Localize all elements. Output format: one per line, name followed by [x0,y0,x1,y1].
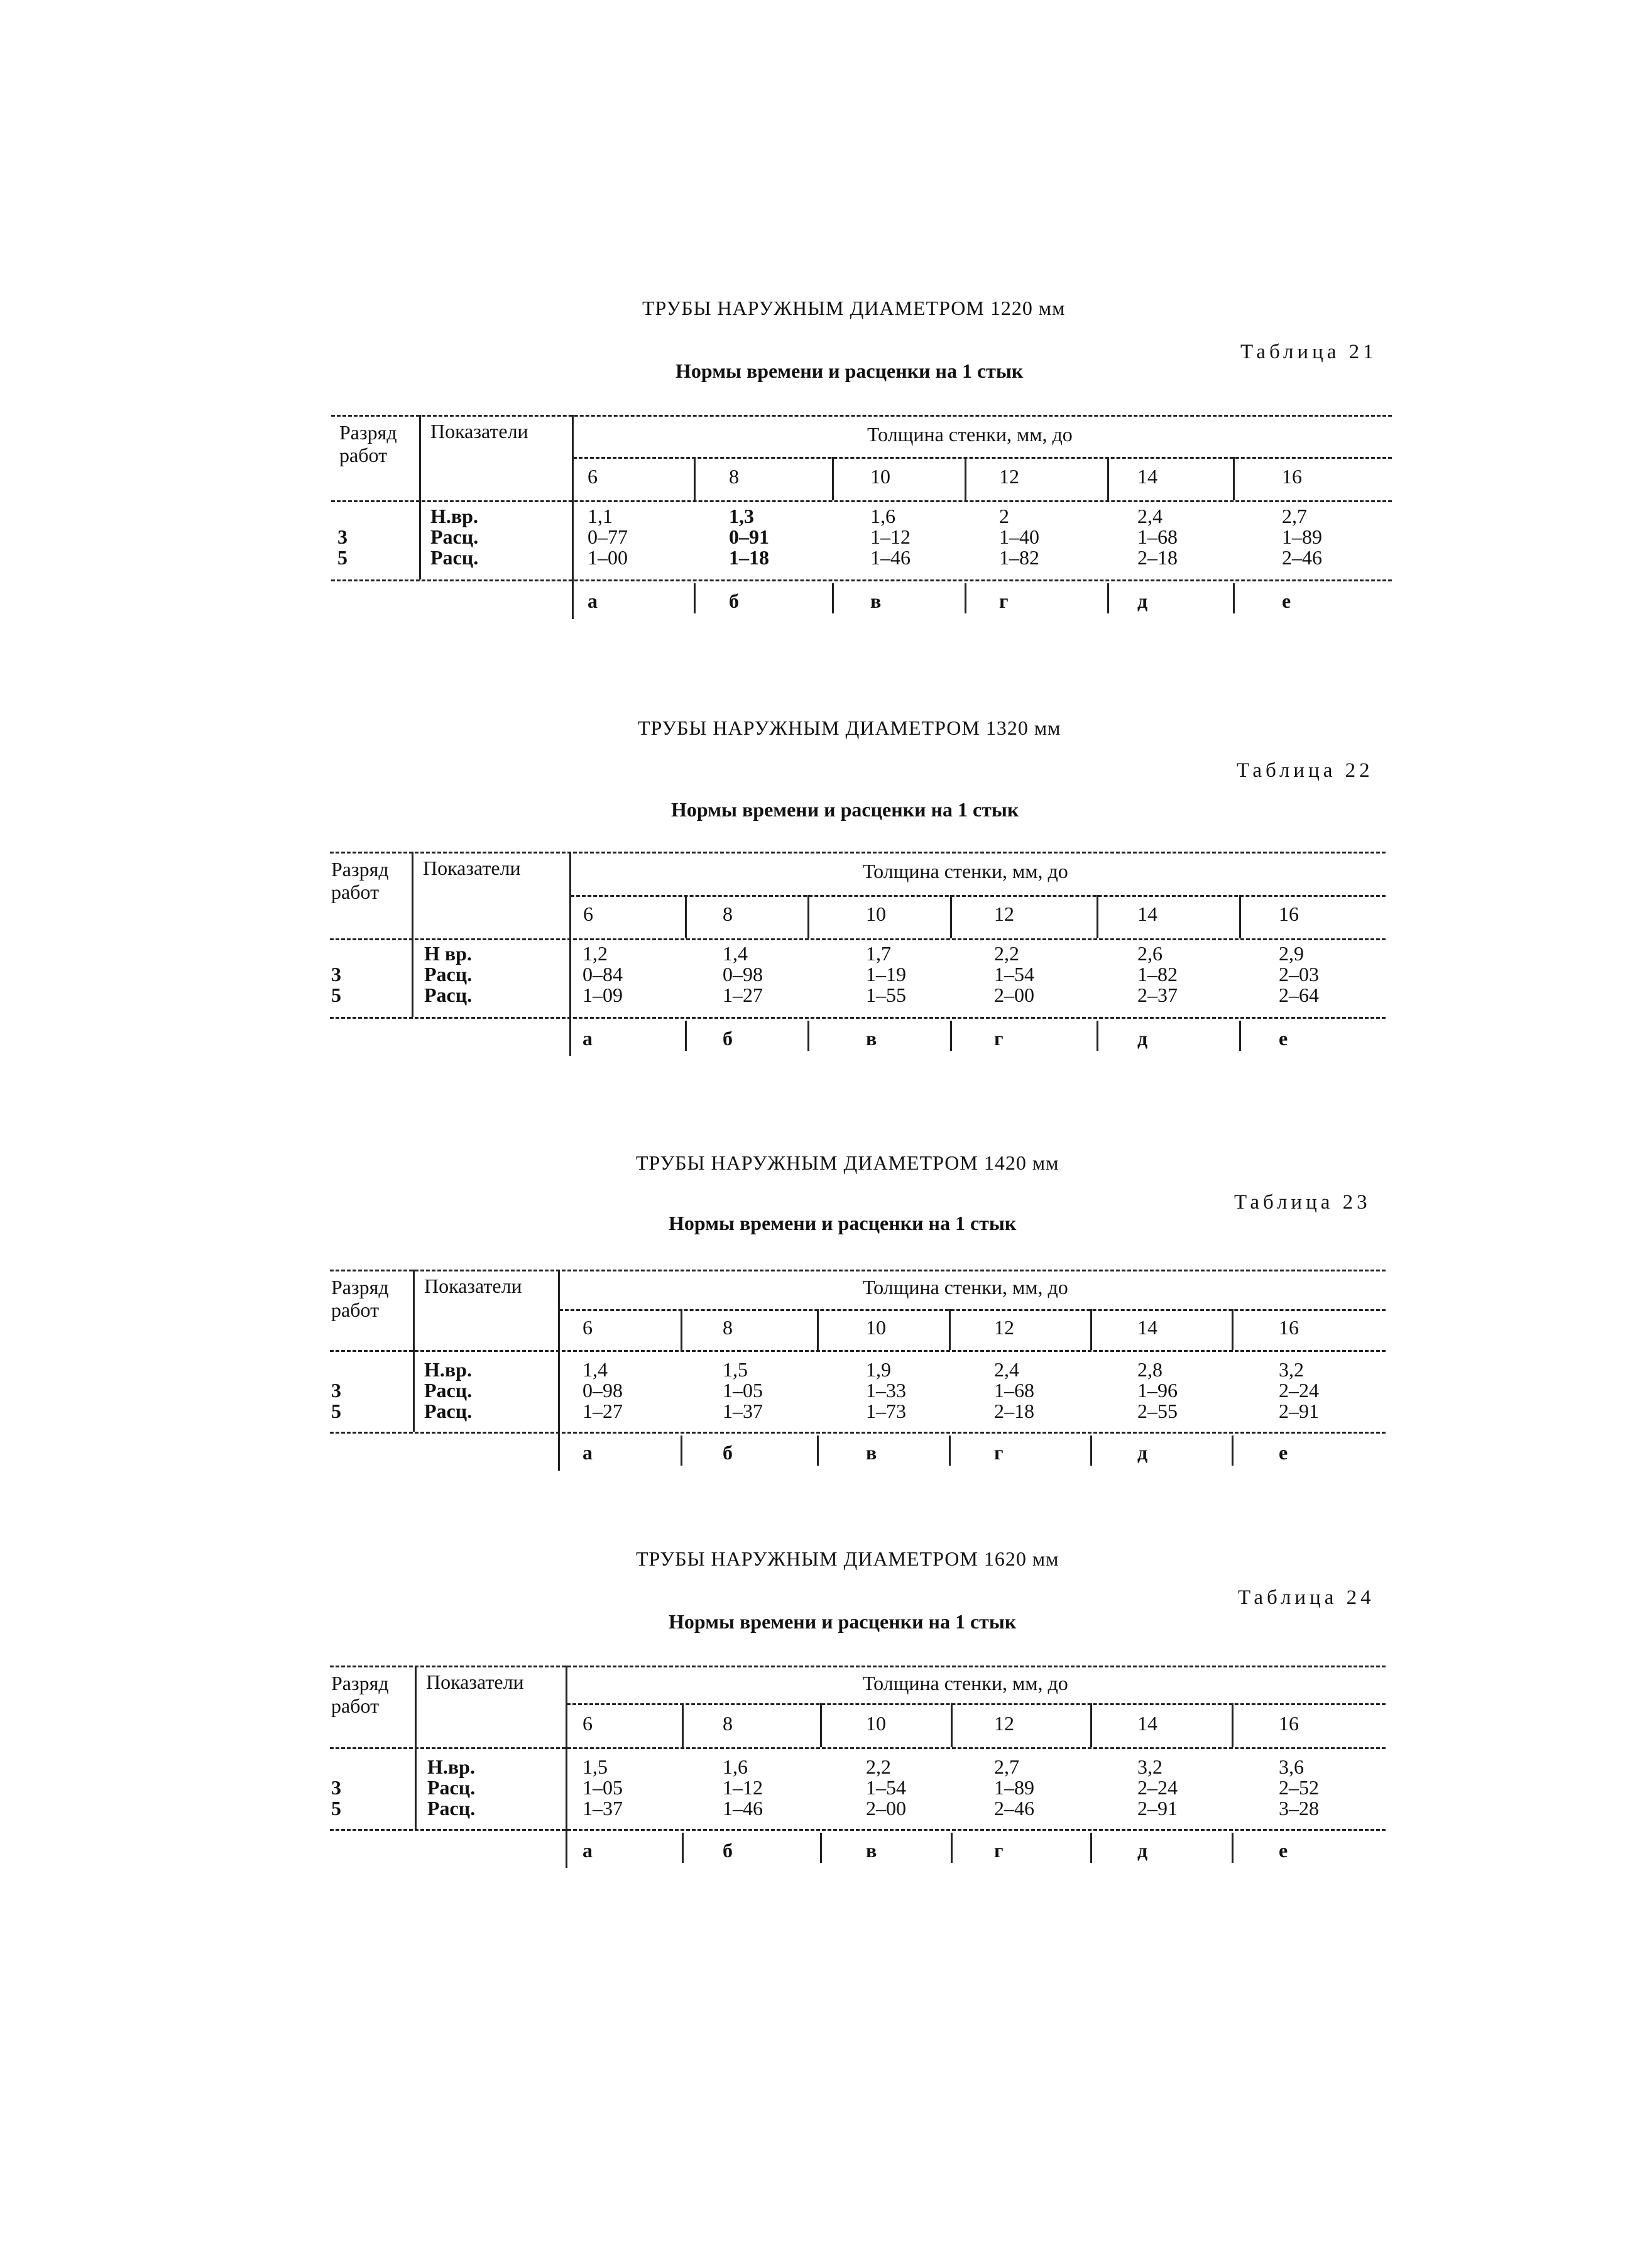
value-rate-5: 2–55 [1137,1400,1178,1422]
value-rate-3: 0–84 [583,963,623,985]
value-rate-3: 1–89 [994,1776,1034,1799]
column-letter-a: а [588,590,598,612]
column-divider [1090,1435,1092,1466]
column-divider [820,1703,822,1747]
indicator-norm-time: Н вр. [424,942,472,965]
value-rate-5: 1–46 [870,546,911,569]
value-norm-time: 1,5 [723,1358,748,1381]
grade-5: 5 [337,546,347,569]
value-rate-5: 1–00 [588,546,628,569]
thickness-12: 12 [994,1316,1014,1339]
values-col-16 [1279,1359,1319,1422]
value-rate-5: 1–55 [866,984,906,1006]
column-divider [817,1309,819,1350]
header-tolshchina: Толщина стенки, мм, до [863,1672,1068,1694]
header-rule [567,1703,1386,1705]
thickness-10: 10 [866,1316,886,1339]
grade-column [337,527,347,568]
grade-3: 3 [331,1379,341,1402]
indicator-column [424,943,472,1006]
thickness-8: 8 [723,903,733,925]
value-rate-3: 1–68 [994,1379,1034,1402]
value-rate-3: 2–03 [1279,963,1319,985]
indicator-norm-time: Н.вр. [424,1358,472,1381]
header-rule [559,1309,1386,1311]
indicator-column [427,1757,475,1819]
column-letter-a: а [583,1839,593,1862]
column-divider [950,1021,952,1051]
value-rate-3: 1–12 [870,525,911,548]
value-rate-5: 2–37 [1137,984,1178,1006]
column-letter-v: в [866,1027,877,1050]
value-rate-5: 2–91 [1137,1797,1178,1820]
value-norm-time: 1,1 [588,505,613,527]
value-rate-5: 3–28 [1279,1797,1319,1820]
value-rate-5: 2–64 [1279,984,1319,1006]
column-divider [694,583,696,613]
header-bottom-rule [331,500,1392,502]
section-heading: ТРУБЫ НАРУЖНЫМ ДИАМЕТРОМ 1420 мм [636,1151,1059,1174]
thickness-6: 6 [588,465,598,488]
values-col-6 [583,943,623,1006]
values-col-12 [999,506,1039,568]
thickness-12: 12 [994,1712,1014,1735]
value-rate-3: 1–05 [583,1776,623,1799]
value-rate-3: 1–54 [866,1776,906,1799]
value-norm-time: 2,4 [1137,505,1162,527]
indicator-norm-time: Н.вр. [427,1755,475,1778]
column-letter-d: д [1137,1839,1148,1862]
grade-column [331,1380,341,1422]
value-rate-3: 1–54 [994,963,1034,985]
thickness-12: 12 [999,465,1019,488]
thickness-6: 6 [583,1712,593,1735]
column-divider [1097,1021,1098,1051]
value-rate-3: 0–98 [583,1379,623,1402]
values-col-14 [1137,1757,1178,1819]
table-subtitle: Нормы времени и расценки на 1 стык [676,360,1024,382]
header-bottom-rule [330,1747,1386,1749]
value-rate-5: 1–82 [999,546,1039,569]
column-divider [566,1666,567,1868]
column-divider [951,1703,953,1747]
value-norm-time: 3,6 [1279,1755,1304,1778]
column-divider [950,895,952,938]
column-divider [965,583,966,613]
value-norm-time: 1,4 [583,1358,608,1381]
value-norm-time: 1,3 [729,505,754,527]
values-col-6 [583,1757,623,1819]
value-rate-5: 1–73 [866,1400,906,1422]
grade-3: 3 [331,963,341,985]
top-rule [331,415,1392,417]
value-rate-3: 1–05 [723,1379,763,1402]
thickness-6: 6 [583,1316,593,1339]
thickness-14: 14 [1137,465,1157,488]
value-norm-time: 2,8 [1137,1358,1162,1381]
values-col-8 [723,943,763,1006]
body-bottom-rule [330,1432,1386,1434]
table-subtitle: Нормы времени и расценки на 1 стык [669,1610,1017,1633]
header-razryad: Разряд работ [331,858,389,903]
header-bottom-rule [330,938,1386,940]
column-divider [820,1833,822,1863]
values-col-12 [994,943,1034,1006]
header-razryad: Разряд работ [331,1276,389,1321]
value-norm-time: 2,2 [994,942,1019,965]
value-rate-5: 2–00 [866,1797,906,1820]
values-col-6 [588,506,628,568]
table-number: Таблица 24 [1238,1586,1375,1609]
values-col-8 [723,1359,763,1422]
section-heading: ТРУБЫ НАРУЖНЫМ ДИАМЕТРОМ 1620 мм [636,1547,1059,1570]
value-norm-time: 2,6 [1137,942,1162,965]
value-norm-time: 1,6 [723,1755,748,1778]
value-rate-3: 2–24 [1137,1776,1178,1799]
value-rate-3: 1–33 [866,1379,906,1402]
column-divider [1090,1833,1092,1863]
value-norm-time: 1,2 [583,942,608,965]
column-divider [1107,583,1109,613]
value-norm-time: 3,2 [1137,1755,1162,1778]
value-norm-time: 2,9 [1279,942,1304,965]
value-rate-5: 1–18 [729,546,769,569]
value-rate-5: 1–09 [583,984,623,1006]
thickness-16: 16 [1279,903,1299,925]
column-divider [1239,895,1241,938]
value-rate-5: 2–00 [994,984,1034,1006]
column-divider [412,852,413,1017]
value-rate-3: 1–82 [1137,963,1178,985]
thickness-16: 16 [1279,1316,1299,1339]
indicator-rate-grade-5: Расц. [424,1400,473,1422]
value-rate-3: 2–24 [1279,1379,1319,1402]
value-rate-3: 1–89 [1282,525,1322,548]
table-number: Таблица 22 [1237,759,1374,782]
indicator-rate-grade-3: Расц. [424,1379,473,1402]
column-letter-a: а [583,1441,593,1464]
column-letter-e: е [1279,1027,1288,1050]
value-rate-3: 1–12 [723,1776,763,1799]
values-col-16 [1279,1757,1319,1819]
value-rate-5: 1–27 [723,984,763,1006]
column-divider [682,1703,684,1747]
indicator-column [424,1359,472,1422]
values-col-14 [1137,943,1178,1006]
values-col-12 [994,1757,1034,1819]
column-divider [1232,1309,1234,1350]
thickness-10: 10 [866,903,886,925]
column-divider [1107,457,1109,500]
column-divider [949,1309,951,1350]
top-rule [330,852,1386,854]
value-rate-3: 1–96 [1137,1379,1178,1402]
column-letter-b: б [723,1441,733,1464]
values-col-16 [1279,943,1319,1006]
thickness-14: 14 [1137,903,1157,925]
column-divider [415,1666,417,1829]
column-letter-a: а [583,1027,593,1050]
column-divider [817,1435,819,1466]
body-bottom-rule [330,1829,1386,1831]
header-tolshchina: Толщина стенки, мм, до [863,1276,1068,1298]
grade-5: 5 [331,1400,341,1422]
value-rate-5: 1–37 [723,1400,763,1422]
value-norm-time: 2,4 [994,1358,1019,1381]
column-divider [1232,1435,1234,1466]
value-rate-3: 0–77 [588,525,628,548]
section-heading: ТРУБЫ НАРУЖНЫМ ДИАМЕТРОМ 1220 мм [642,297,1066,319]
values-col-10 [870,506,911,568]
header-tolshchina: Толщина стенки, мм, до [863,860,1068,882]
value-norm-time: 1,5 [583,1755,608,1778]
column-letter-e: е [1279,1441,1288,1464]
grade-5: 5 [331,984,341,1006]
value-rate-5: 1–46 [723,1797,763,1820]
column-divider [832,457,834,500]
column-divider [572,415,574,619]
section-heading: ТРУБЫ НАРУЖНЫМ ДИАМЕТРОМ 1320 мм [638,716,1061,739]
column-divider [685,895,687,938]
column-divider [694,457,696,500]
column-divider [682,1833,684,1863]
value-rate-5: 2–46 [1282,546,1322,569]
column-letter-g: г [994,1839,1004,1862]
value-norm-time: 1,7 [866,942,891,965]
column-divider [569,852,571,1056]
value-rate-3: 2–52 [1279,1776,1319,1799]
column-letter-d: д [1137,1027,1148,1050]
indicator-rate-grade-3: Расц. [427,1776,476,1799]
values-col-10 [866,1757,906,1819]
column-divider [685,1021,687,1051]
column-divider [1097,895,1098,938]
thickness-14: 14 [1137,1712,1157,1735]
indicator-rate-grade-5: Расц. [424,984,473,1006]
header-pokazateli: Показатели [426,1671,524,1693]
indicator-rate-grade-3: Расц. [430,525,479,548]
table-number: Таблица 21 [1240,341,1377,363]
column-divider [413,1270,415,1432]
column-divider [965,457,966,500]
thickness-16: 16 [1279,1712,1299,1735]
column-divider [558,1270,560,1471]
header-bottom-rule [330,1350,1386,1352]
column-divider [1233,583,1235,613]
values-col-8 [729,506,769,568]
value-norm-time: 2,2 [866,1755,891,1778]
values-col-14 [1137,506,1178,568]
value-rate-5: 1–27 [583,1400,623,1422]
values-col-10 [866,1359,906,1422]
column-divider [681,1309,682,1350]
values-col-8 [723,1757,763,1819]
value-norm-time: 2,7 [994,1755,1019,1778]
values-col-10 [866,943,906,1006]
table-subtitle: Нормы времени и расценки на 1 стык [671,798,1019,821]
value-rate-5: 2–18 [994,1400,1034,1422]
header-pokazateli: Показатели [430,420,528,442]
column-divider [832,583,834,613]
column-letter-v: в [866,1441,877,1464]
column-letter-b: б [723,1839,733,1862]
header-razryad: Разряд работ [339,421,397,466]
value-rate-3: 1–40 [999,525,1039,548]
header-rule [573,457,1392,459]
value-rate-5: 1–37 [583,1797,623,1820]
top-rule [330,1270,1386,1271]
grade-5: 5 [331,1797,341,1820]
body-bottom-rule [330,1017,1386,1019]
thickness-10: 10 [866,1712,886,1735]
thickness-8: 8 [723,1316,733,1339]
values-col-14 [1137,1359,1178,1422]
grade-column [331,964,341,1006]
column-letter-g: г [994,1441,1004,1464]
column-divider [419,415,421,579]
thickness-12: 12 [994,903,1014,925]
column-divider [807,1021,809,1051]
column-divider [1232,1703,1234,1747]
indicator-rate-grade-5: Расц. [430,546,479,569]
value-rate-5: 2–18 [1137,546,1178,569]
indicator-norm-time: Н.вр. [430,505,478,527]
column-letter-e: е [1282,590,1291,612]
value-rate-3: 0–98 [723,963,763,985]
top-rule [330,1666,1386,1667]
column-divider [1239,1021,1241,1051]
column-divider [1233,457,1235,500]
value-rate-3: 1–19 [866,963,906,985]
column-divider [1232,1833,1234,1863]
header-pokazateli: Показатели [423,857,521,879]
header-razryad: Разряд работ [331,1672,389,1717]
column-divider [1090,1703,1092,1747]
thickness-8: 8 [723,1712,733,1735]
header-pokazateli: Показатели [424,1275,522,1297]
column-letter-d: д [1137,1441,1148,1464]
value-rate-3: 0–91 [729,525,769,548]
thickness-14: 14 [1137,1316,1157,1339]
value-rate-5: 2–91 [1279,1400,1319,1422]
value-norm-time: 1,6 [870,505,895,527]
thickness-10: 10 [870,465,890,488]
column-letter-b: б [723,1027,733,1050]
values-col-16 [1282,506,1322,568]
column-divider [949,1435,951,1466]
column-letter-e: е [1279,1839,1288,1862]
value-rate-3: 1–68 [1137,525,1178,548]
body-bottom-rule [331,579,1392,581]
thickness-16: 16 [1282,465,1302,488]
indicator-rate-grade-3: Расц. [424,963,473,985]
header-tolshchina: Толщина стенки, мм, до [867,423,1073,446]
thickness-8: 8 [729,465,739,488]
table-number: Таблица 23 [1234,1191,1371,1214]
value-norm-time: 2,7 [1282,505,1307,527]
grade-3: 3 [337,525,347,548]
thickness-6: 6 [583,903,593,925]
indicator-rate-grade-5: Расц. [427,1797,476,1820]
column-divider [1090,1309,1092,1350]
grade-3: 3 [331,1776,341,1799]
header-rule [571,895,1386,897]
column-letter-d: д [1137,590,1148,612]
values-col-6 [583,1359,623,1422]
column-letter-v: в [866,1839,877,1862]
column-letter-g: г [999,590,1009,612]
values-col-12 [994,1359,1034,1422]
column-letter-g: г [994,1027,1004,1050]
column-divider [951,1833,953,1863]
column-letter-b: б [729,590,739,612]
value-norm-time: 1,4 [723,942,748,965]
table-subtitle: Нормы времени и расценки на 1 стык [669,1212,1017,1234]
column-divider [681,1435,682,1466]
value-norm-time: 3,2 [1279,1358,1304,1381]
column-divider [807,895,809,938]
grade-column [331,1777,341,1819]
value-norm-time: 1,9 [866,1358,891,1381]
column-letter-v: в [870,590,882,612]
indicator-column [430,506,478,568]
value-rate-5: 2–46 [994,1797,1034,1820]
value-norm-time: 2 [999,505,1009,527]
